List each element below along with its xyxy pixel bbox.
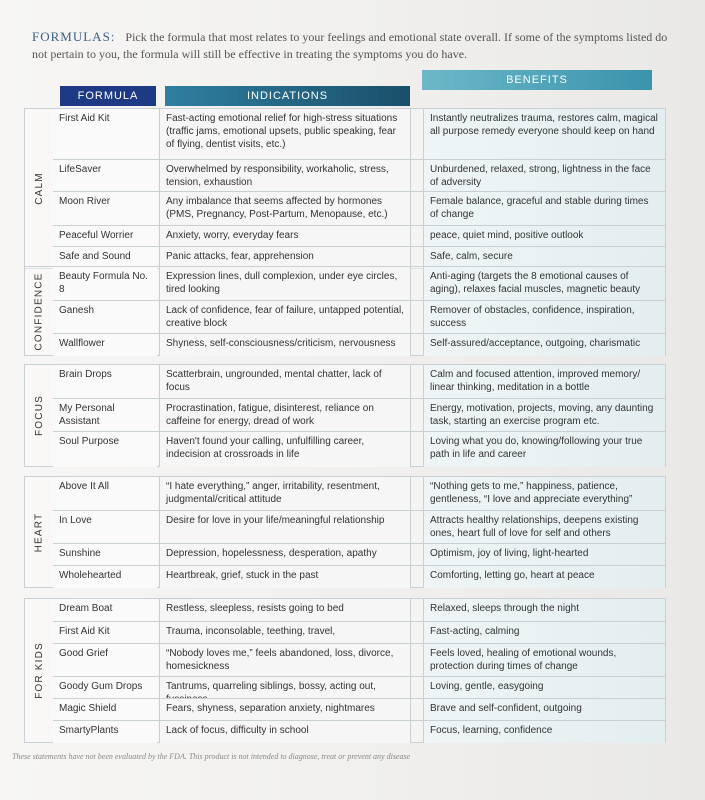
table-row <box>53 643 665 677</box>
indications-cell: Trauma, inconsolable, teething, travel, <box>159 622 411 644</box>
benefits-cell: Attracts healthy relationships, deepens existing ones, heart full of love for self and others <box>423 511 665 544</box>
benefits-cell: Self-assured/acceptance, outgoing, charismatic <box>423 334 665 356</box>
section-label-text: HEART <box>33 512 45 552</box>
table-row <box>53 676 665 699</box>
table-row <box>53 510 665 544</box>
formula-name: First Aid Kit <box>53 109 157 159</box>
section-calm <box>24 108 666 269</box>
formula-name: Soul Purpose <box>53 432 157 467</box>
table-row <box>53 543 665 566</box>
formula-name: Dream Boat <box>53 599 157 621</box>
section-label <box>25 599 53 742</box>
indications-cell: “Nobody loves me,” feels abandoned, loss, divorce, homesickness <box>159 644 411 677</box>
benefits-cell: Safe, calm, secure <box>423 247 665 269</box>
indications-cell: Overwhelmed by responsibility, workaholic, stress, tension, exhaustion <box>159 160 411 192</box>
formula-name: SmartyPlants <box>53 721 157 743</box>
formula-name: LifeSaver <box>53 160 157 192</box>
section-focus <box>24 364 666 467</box>
formula-name: Ganesh <box>53 301 157 334</box>
indications-cell: Any imbalance that seems affected by hormones (PMS, Pregnancy, Post-Partum, Menopause, etc.) <box>159 192 411 226</box>
table-row <box>53 565 665 588</box>
formula-name: Sunshine <box>53 544 157 566</box>
section-label <box>25 477 53 587</box>
table-row <box>53 599 665 621</box>
indications-cell: Depression, hopelessness, desperation, apathy <box>159 544 411 566</box>
indications-cell: Fears, shyness, separation anxiety, nightmares <box>159 699 411 721</box>
intro-lead: FORMULAS: <box>32 29 116 44</box>
benefits-cell: Feels loved, healing of emotional wounds, protection during times of change <box>423 644 665 677</box>
benefits-cell: Instantly neutralizes trauma, restores calm, magical all purpose remedy everyone should keep on hand <box>423 109 665 159</box>
indications-cell: Lack of focus, difficulty in school <box>159 721 411 743</box>
formula-name: Magic Shield <box>53 699 157 721</box>
benefits-cell: Anti-aging (targets the 8 emotional causes of aging), relaxes facial muscles, magnetic beauty <box>423 267 665 300</box>
table-row <box>53 398 665 432</box>
table-row <box>53 191 665 226</box>
section-label <box>25 109 53 268</box>
indications-cell: Procrastination, fatigue, disinterest, reliance on caffeine for energy, dread of work <box>159 399 411 432</box>
indications-cell: Lack of confidence, fear of failure, untapped potential, creative block <box>159 301 411 334</box>
indications-cell: Restless, sleepless, resists going to bed <box>159 599 411 621</box>
section-label-text: FOCUS <box>33 395 45 436</box>
formula-name: Peaceful Worrier <box>53 226 157 247</box>
indications-header: INDICATIONS <box>165 86 410 106</box>
benefits-cell: Female balance, graceful and stable during times of change <box>423 192 665 226</box>
table-row <box>53 225 665 247</box>
table-row <box>53 698 665 721</box>
benefits-cell: Optimism, joy of living, light-hearted <box>423 544 665 566</box>
benefits-cell: Relaxed, sleeps through the night <box>423 599 665 621</box>
formula-name: My Personal Assistant <box>53 399 157 432</box>
indications-cell: Tantrums, quarreling siblings, bossy, acting out, <box>159 677 411 699</box>
fda-disclaimer: These statements have not been evaluated by the FDA. This product is not intended to diagnose, treat or prevent any disease <box>12 752 411 761</box>
table-row <box>53 159 665 192</box>
benefits-cell: Fast-acting, calming <box>423 622 665 644</box>
section-for-kids <box>24 598 666 743</box>
indications-cell: “I hate everything,” anger, irritability, resentment, judgmental/critical attitude <box>159 477 411 510</box>
indications-cell: Anxiety, worry, everyday fears <box>159 226 411 247</box>
table-row <box>53 477 665 510</box>
table-row <box>53 431 665 467</box>
table-row <box>53 267 665 300</box>
indications-cell: Desire for love in your life/meaningful relationship <box>159 511 411 544</box>
table-row <box>53 720 665 743</box>
section-heart <box>24 476 666 588</box>
benefits-cell: Comforting, letting go, heart at peace <box>423 566 665 588</box>
formula-header: FORMULA <box>60 86 156 106</box>
table-row <box>53 109 665 159</box>
section-label-text: CALM <box>33 172 45 205</box>
indications-cell: Scatterbrain, ungrounded, mental chatter, lack of focus <box>159 365 411 398</box>
section-label <box>25 267 53 355</box>
indications-cell: Expression lines, dull complexion, under eye circles, tired looking <box>159 267 411 300</box>
benefits-cell: Unburdened, relaxed, strong, lightness in the face of adversity <box>423 160 665 192</box>
formula-name: First Aid Kit <box>53 622 157 644</box>
section-confidence <box>24 266 666 356</box>
intro-text: Pick the formula that most relates to your feelings and emotional state overall. If some of the symptoms listed do not pertain to you, the formula will still be effective in treating the symptoms you do have. <box>32 30 668 61</box>
indications-cell: Fast-acting emotional relief for high-stress situations (traffic jams, emotional upsets, public speaking, fear of flying, dentist visits, etc.) <box>159 109 411 159</box>
table-row <box>53 300 665 334</box>
intro-paragraph <box>32 28 672 63</box>
table-row <box>53 333 665 356</box>
section-label-text: FOR KIDS <box>33 642 45 699</box>
table-row <box>53 621 665 644</box>
benefits-cell: Focus, learning, confidence <box>423 721 665 743</box>
benefits-cell: Energy, motivation, projects, moving, any daunting task, starting an exercise program etc. <box>423 399 665 432</box>
benefits-cell: Calm and focused attention, improved memory/ linear thinking, meditation in a bottle <box>423 365 665 398</box>
table-row <box>53 365 665 398</box>
benefits-cell: peace, quiet mind, positive outlook <box>423 226 665 247</box>
indications-cell: Haven't found your calling, unfulfilling career, indecision at crossroads in life <box>159 432 411 467</box>
formula-name: Wholehearted <box>53 566 157 588</box>
benefits-cell: “Nothing gets to me,” happiness, patience, gentleness, “I love and appreciate everything” <box>423 477 665 510</box>
formula-name: Beauty Formula No. 8 <box>53 267 157 300</box>
indications-cell: Heartbreak, grief, stuck in the past <box>159 566 411 588</box>
formula-name: Good Grief <box>53 644 157 677</box>
benefits-header: BENEFITS <box>422 70 652 90</box>
formula-name: Wallflower <box>53 334 157 356</box>
indications-cell: Panic attacks, fear, apprehension <box>159 247 411 269</box>
benefits-cell: Loving, gentle, easygoing <box>423 677 665 699</box>
indications-cell: Shyness, self-consciousness/criticism, nervousness <box>159 334 411 356</box>
formula-name: Brain Drops <box>53 365 157 398</box>
formula-name: Goody Gum Drops <box>53 677 157 699</box>
formula-name: Above It All <box>53 477 157 510</box>
formula-name: Moon River <box>53 192 157 226</box>
formula-name: In Love <box>53 511 157 544</box>
benefits-cell: Brave and self-confident, outgoing <box>423 699 665 721</box>
section-label <box>25 365 53 466</box>
section-label-text: CONFIDENCE <box>33 271 45 351</box>
formula-name: Safe and Sound <box>53 247 157 269</box>
benefits-cell: Remover of obstacles, confidence, inspiration, success <box>423 301 665 334</box>
benefits-cell: Loving what you do, knowing/following your true path in life and career <box>423 432 665 467</box>
